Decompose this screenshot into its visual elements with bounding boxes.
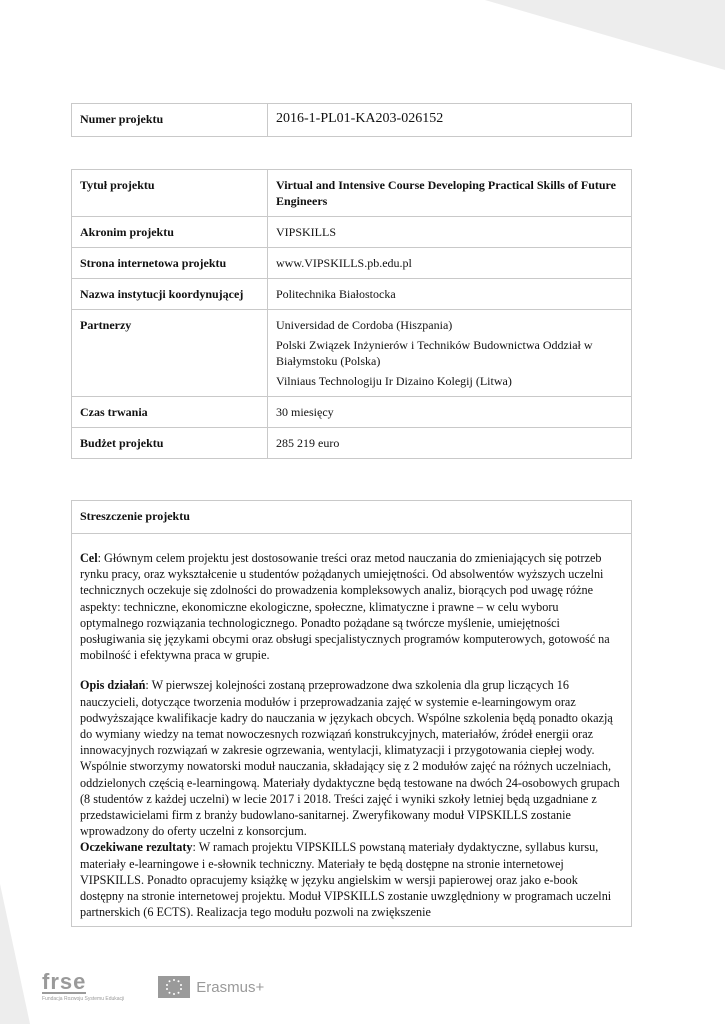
corner-decoration-top <box>485 0 725 70</box>
partner-item: Polski Związek Inżynierów i Techników Budownictwa Oddział w Białymstoku (Polska) <box>276 338 593 368</box>
partner-item: Vilniaus Technologiju Ir Dizaino Kolegij (Litwa) <box>276 374 512 388</box>
title-value: Virtual and Intensive Course Developing Practical Skills of Future Engineers <box>268 170 632 217</box>
table-row <box>72 310 632 397</box>
goal-paragraph <box>80 550 623 663</box>
table-row <box>72 428 632 459</box>
title-label: Tytuł projektu <box>72 170 268 217</box>
partners-label: Partnerzy <box>72 310 268 397</box>
table-row <box>72 170 632 217</box>
erasmus-logo <box>158 976 264 998</box>
results-paragraph <box>80 839 623 920</box>
project-number-table <box>71 103 632 137</box>
table-row <box>72 217 632 248</box>
duration-value: 30 miesięcy <box>268 397 632 428</box>
partners-value <box>268 310 632 397</box>
table-row <box>72 397 632 428</box>
frse-logo-subtitle: Fundacja Rozwoju Systemu Edukacji <box>42 996 125 1002</box>
results-text: : W ramach projektu VIPSKILLS powstaną materiały dydaktyczne, syllabus kursu, materiały e-learningowe i e-słownik techniczny. Materiały te będą dostępne na stronie internetowej VIPSKILLS. Ponadto opracujemy książkę w języku angielskim w wersji papierowej oraz jako e-book dostępny na stronie internetowej projektu. Moduł VIPSKILLS zostanie uwzględniony w programach uczelni partnerskich (6 ECTS). Realizacja tego modułu pozwoli na zwiększenie <box>80 840 612 920</box>
duration-label: Czas trwania <box>72 397 268 428</box>
website-label: Strona internetowa projektu <box>72 248 268 279</box>
table-row <box>72 279 632 310</box>
project-summary-box <box>71 500 632 927</box>
actions-paragraph <box>80 677 623 839</box>
acronym-label: Akronim projektu <box>72 217 268 248</box>
website-value: www.VIPSKILLS.pb.edu.pl <box>268 248 632 279</box>
partner-item: Universidad de Cordoba (Hiszpania) <box>276 318 453 332</box>
frse-logo <box>42 969 125 1002</box>
frse-logo-mark: frse <box>42 969 87 994</box>
table-row <box>72 104 632 137</box>
coordinator-label: Nazwa instytucji koordynującej <box>72 279 268 310</box>
results-label: Oczekiwane rezultaty <box>80 840 193 855</box>
acronym-value: VIPSKILLS <box>268 217 632 248</box>
corner-decoration-bottom <box>0 884 30 1024</box>
eu-flag-icon <box>158 976 190 998</box>
budget-value: 285 219 euro <box>268 428 632 459</box>
project-number-value: 2016-1-PL01-KA203-026152 <box>268 104 632 137</box>
project-details-table <box>71 169 632 459</box>
coordinator-value: Politechnika Białostocka <box>268 279 632 310</box>
project-number-label: Numer projektu <box>72 104 268 137</box>
budget-label: Budżet projektu <box>72 428 268 459</box>
actions-label: Opis działań <box>80 678 146 693</box>
summary-body <box>72 534 631 926</box>
erasmus-wordmark: Erasmus+ <box>196 978 265 996</box>
table-row <box>72 248 632 279</box>
goal-label: Cel <box>80 551 98 565</box>
summary-heading: Streszczenie projektu <box>72 501 631 534</box>
actions-text: : W pierwszej kolejności zostaną przeprowadzone dwa szkolenia dla grup liczących 16 nauczycieli, dotyczące tworzenia modułów i przeprowadzania zajęć w systemie e-learningowym oraz podwyższające kwalifikacje kadry do nauczania w językach obcych. Wspólne szkolenia będą ponadto okazją do wymiany wiedzy na temat nowoczesnych rozwiązań konstrukcyjnych, materiałów, źródeł energii oraz innowacyjnych rozwiązań w zakresie ogrzewania, wentylacji, klimatyzacji i przygotowania ciepłej wody. Wspólnie stworzymy nowatorski moduł nauczania, składający się z 2 modułów zajęć na różnych uczelniach, oddzielonych częścią e-learningową. Materiały dydaktyczne będą testowane na dwóch 24-osobowych grupach (8 studentów z każdej uczelni) w lecie 2017 i 2018. Treści zajęć i wyniki szkoły letniej będą uzgadniane z przedstawicielami firm z branży budowlano-sanitarnej. Zweryfikowany moduł VIPSKILLS zostanie wprowadzony do oferty uczelni z konsorcjum. <box>80 678 620 839</box>
goal-text: : Głównym celem projektu jest dostosowanie treści oraz metod nauczania do zmieniających się potrzeb rynku pracy, oraz wykształcenie u studentów pożądanych umiejętności. Od absolwentów wyższych uczelni technicznych oczekuje się zdolności do prowadzenia kompleksowych analiz, biorących pod uwagę różne aspekty: techniczne, ekonomiczne ekologiczne, społeczne, klimatyczne i prawne – w celu wyboru optymalnego rozwiązania technologicznego. Ponadto pożądane są twórcze myślenie, umiejętności posługiwania się językami obcymi oraz obsługi specjalistycznych programów komputerowych, gotowość na mobilność i efektywna praca w grupie. <box>80 551 610 663</box>
footer-logos <box>42 969 265 1002</box>
